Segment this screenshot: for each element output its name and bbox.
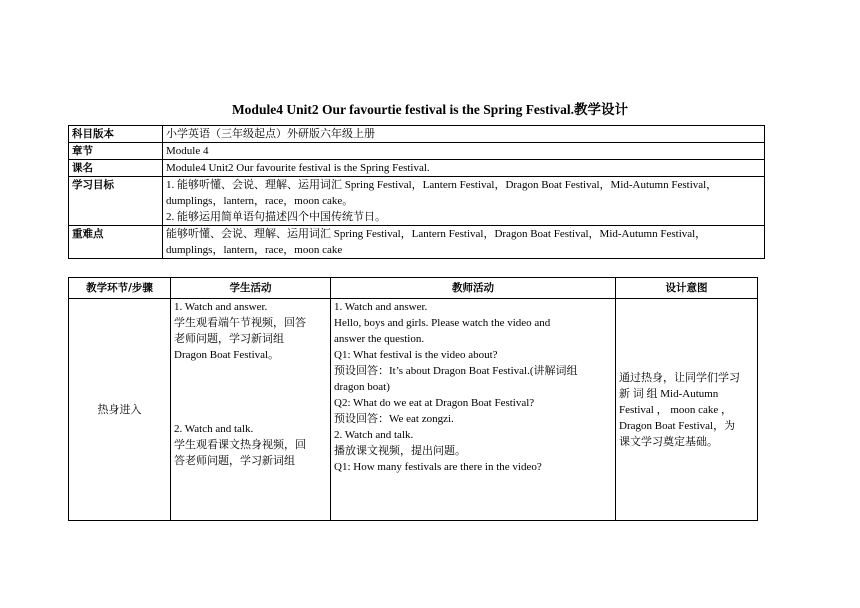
design-intent-line: 课文学习奠定基础。 bbox=[619, 435, 718, 448]
info-row bbox=[69, 226, 765, 259]
info-label: 课名 bbox=[69, 160, 163, 177]
student-activity-part1 bbox=[174, 299, 327, 363]
info-label: 学习目标 bbox=[69, 177, 163, 226]
info-value bbox=[163, 226, 765, 259]
student-activity-line: 1. Watch and answer. bbox=[174, 301, 268, 313]
info-row bbox=[69, 126, 765, 143]
teacher-activity-line: 播放课文视频，提出问题。 bbox=[334, 445, 466, 457]
teacher-activity-line: 2. Watch and talk. bbox=[334, 429, 414, 441]
info-value bbox=[163, 160, 765, 177]
student-activity-line: Dragon Boat Festival。 bbox=[174, 349, 280, 361]
info-value-line: dumplings，lantern，race，moon cake。 bbox=[166, 195, 354, 207]
teacher-activity-line: Q1: How many festivals are there in the video? bbox=[334, 461, 542, 473]
info-row bbox=[69, 160, 765, 177]
info-value-line: 小学英语（三年级起点）外研版六年级上册 bbox=[166, 128, 375, 140]
design-intent-cell bbox=[616, 299, 758, 521]
document-title: Module4 Unit2 Our favourtie festival is the Spring Festival.教学设计 bbox=[231, 102, 629, 117]
info-label: 科目版本 bbox=[69, 126, 163, 143]
plan-header-row bbox=[69, 278, 758, 299]
info-value bbox=[163, 143, 765, 160]
info-value-line: 2. 能够运用简单语句描述四个中国传统节日。 bbox=[166, 211, 386, 223]
lesson-plan-table bbox=[68, 277, 758, 521]
student-activity-part2 bbox=[174, 421, 327, 469]
teacher-activity-line: Q2: What do we eat at Dragon Boat Festival? bbox=[334, 397, 535, 409]
student-activity-line: 老师问题，学习新词组 bbox=[174, 333, 284, 345]
teacher-activity-line: Hello, boys and girls. Please watch the video and bbox=[334, 317, 551, 329]
student-activity-line: 答老师问题，学习新词组 bbox=[174, 455, 295, 467]
info-value bbox=[163, 126, 765, 143]
header-student-activity: 学生活动 bbox=[171, 278, 331, 299]
info-value-line: 1. 能够听懂、会说、理解、运用词汇 Spring Festival，Lantern Festival，Dragon Boat Festival，Mid-Autumn Festival， bbox=[166, 179, 718, 191]
info-table bbox=[68, 125, 765, 259]
step-cell: 热身进入 bbox=[69, 299, 171, 521]
student-activity-line: 学生观看端午节视频，回答 bbox=[174, 317, 306, 329]
teacher-activity-line: 预设回答：It’s about Dragon Boat Festival.(讲解词组 bbox=[334, 365, 578, 377]
header-design-intent: 设计意图 bbox=[616, 278, 758, 299]
info-value-line: dumplings，lantern，race，moon cake bbox=[166, 244, 343, 256]
teacher-activity-cell bbox=[331, 299, 616, 521]
header-step: 教学环节/步骤 bbox=[69, 278, 171, 299]
student-activity-cell bbox=[171, 299, 331, 521]
info-row bbox=[69, 177, 765, 226]
info-value-line: Module 4 bbox=[166, 145, 209, 157]
header-teacher-activity: 教师活动 bbox=[331, 278, 616, 299]
design-intent-line: Dragon Boat Festival，为 bbox=[619, 419, 736, 432]
teacher-activity-line: answer the question. bbox=[334, 333, 425, 345]
info-row bbox=[69, 143, 765, 160]
info-label: 重难点 bbox=[69, 226, 163, 259]
teacher-activity-line: dragon boat) bbox=[334, 381, 390, 393]
design-intent-line: 新 词 组 Mid-Autumn bbox=[619, 387, 719, 400]
info-label: 章节 bbox=[69, 143, 163, 160]
design-intent-line: 通过热身，让同学们学习 bbox=[619, 371, 740, 384]
info-value-line: 能够听懂、会说、理解、运用词汇 Spring Festival，Lantern Festival，Dragon Boat Festival，Mid-Autumn Festival， bbox=[166, 228, 707, 240]
design-intent-line: Festival ， moon cake ， bbox=[619, 403, 733, 416]
plan-row-warmup bbox=[69, 299, 758, 521]
info-value bbox=[163, 177, 765, 226]
teacher-activity-line: 1. Watch and answer. bbox=[334, 301, 428, 313]
student-activity-line: 学生观看课文热身视频，回 bbox=[174, 439, 306, 451]
info-value-line: Module4 Unit2 Our favourite festival is the Spring Festival. bbox=[166, 162, 430, 174]
teacher-activity-line: 预设回答：We eat zongzi. bbox=[334, 413, 454, 425]
teacher-activity-line: Q1: What festival is the video about? bbox=[334, 349, 498, 361]
student-activity-line: 2. Watch and talk. bbox=[174, 423, 254, 435]
